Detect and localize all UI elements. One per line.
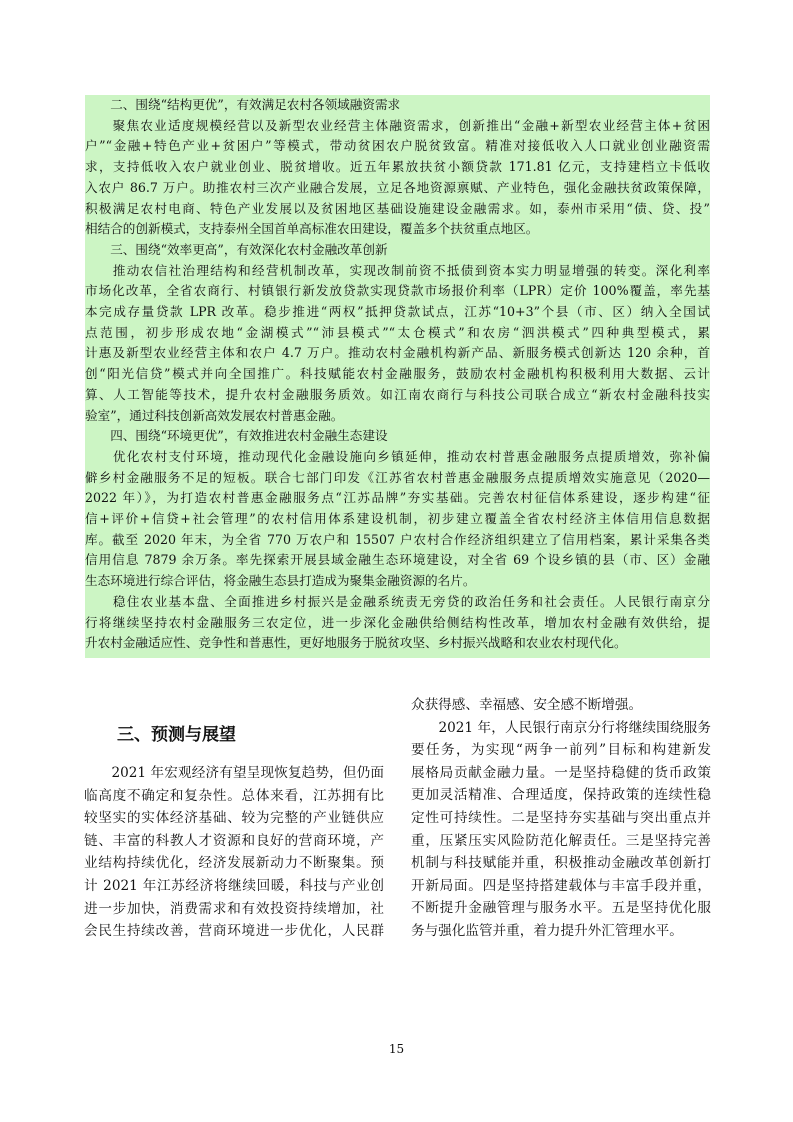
text-line: 库。截至 2020 年末，为全省 770 万农户和 15507 户农村合作经济组织建立了信用档案，累计采集各类: [85, 531, 710, 547]
text-line: 链、丰富的科教人才资源和良好的营商环境，产: [84, 832, 384, 849]
text-line: 务与强化监管并重，着力提升外汇管理水平。: [411, 923, 683, 939]
text-line: 二、围绕“结构更优”，有效满足农村各领域融资需求: [85, 97, 401, 112]
text-line: 2021 年宏观经济有望呈现恢复趋势，但仍面: [84, 765, 384, 781]
text-line: 行将继续坚持农村金融服务三农定位，进一步深化金融供给侧结构性改革，增加农村金融有效供给，提: [85, 614, 710, 630]
text-line: 定性可持续性。二是坚持夯实基础与突出重点并: [411, 810, 711, 826]
text-line: 计 2021 年江苏经济将继续回暖，科技与产业创: [84, 878, 384, 894]
text-line: 积极满足农村电商、特色产业发展以及贫困地区基础设施建设金融需求。如，泰州市采用“债、贷、投”: [85, 200, 710, 216]
text-line: 推动农信社治理结构和经营机制改革，实现改制前资不抵债到资本实力明显增强的转变。深化利率: [85, 262, 710, 278]
text-line: 僻乡村金融服务不足的短板。联合七部门印发《江苏省农村普惠金融服务点提质增效实施意见（2020—: [85, 469, 710, 485]
text-line: 展格局贡献金融力量。一是坚持稳健的货币政策: [411, 764, 711, 781]
text-line: 稳住农业基本盘、全面推进乡村振兴是金融系统责无旁贷的政治任务和社会责任。人民银行南京分: [85, 593, 710, 609]
text-line: 四、围绕“环境更优”，有效推进农村金融生态建设: [85, 428, 388, 444]
text-line: 信+评价+信贷+社会管理”的农村信用体系建设机制，初步建立覆盖全省农村经济主体信用信息数据: [85, 511, 710, 526]
text-line: 相结合的创新模式，支持泰州全国首单高标准农田建设，覆盖多个扶贫重点地区。: [85, 221, 539, 237]
text-line: 优化农村支付环境，推动现代化金融设施向乡镇延伸，推动农村普惠金融服务点提质增效，弥补偏: [85, 448, 710, 464]
text-line: 求，支持低收入农户就业创业、脱贫增收。近五年累放扶贫小额贷款 171.81 亿元，支持建档立卡低收: [85, 159, 710, 175]
text-line: 计惠及新型农业经营主体和农户 4.7 万户。推动农村金融机构新产品、新服务模式创新达 120 余种，首: [85, 345, 710, 361]
page-number: 15: [388, 1042, 405, 1056]
text-line: 入农户 86.7 万户。助推农村三次产业融合发展，立足各地资源禀赋、产业特色，强化金融扶贫政策保障，: [85, 179, 710, 195]
text-line: 众获得感、幸福感、安全感不断增强。: [411, 697, 643, 713]
text-line: 临高度不确定和复杂性。总体来看，江苏拥有比: [84, 787, 384, 804]
text-line: 本完成存量贷款 LPR 改革。稳步推进“两权”抵押贷款试点，江苏“10+3”个县（市、区）纳入全国试: [85, 304, 710, 319]
text-line: 更加灵活精准、合理适度，保持政策的连续性稳: [411, 787, 711, 804]
text-line: 重，压紧压实风险防范化解责任。三是坚持完善: [411, 832, 711, 849]
text-line: 聚焦农业适度规模经营以及新型农业经营主体融资需求，创新推出“金融+新型农业经营主体+贫困: [85, 117, 710, 133]
text-line: 三、围绕“效率更高”，有效深化农村金融改革创新: [85, 241, 388, 257]
text-line: 2022 年）》，为打造农村普惠金融服务点“江苏品牌”夯实基础。完善农村征信体系建设，逐步构建“征: [85, 490, 710, 506]
section-title: 三、预测与展望: [117, 725, 236, 745]
text-line: 算、人工智能等技术，提升农村金融服务质效。如江南农商行与科技公司联合成立“新农村金融科技实: [85, 386, 710, 402]
text-line: 开新局面。四是坚持搭建载体与丰富手段并重，: [411, 877, 711, 894]
text-line: 业结构持续优化，经济发展新动力不断聚集。预: [84, 855, 384, 872]
text-line: 创“阳光信贷”模式并向全国推广。科技赋能农村金融服务，鼓励农村金融机构积极利用大数据、云计: [85, 366, 710, 382]
text-line: 进一步加快，消费需求和有效投资持续增加，社: [84, 900, 384, 917]
text-line: 信用信息 7879 余万条。率先探索开展县域金融生态环境建设，对全省 69 个设乡镇的县（市、区）金融: [85, 552, 710, 568]
text-line: 市场化改革，全省农商行、村镇银行新发放贷款实现贷款市场报价利率（LPR）定价 100%覆盖，率先基: [85, 283, 710, 299]
text-line: 2021 年，人民银行南京分行将继续围绕服务: [411, 719, 711, 736]
text-line: 较坚实的实体经济基础、较为完整的产业链供应: [84, 810, 384, 827]
text-line: 升农村金融适应性、竞争性和普惠性，更好地服务于脱贫攻坚、乡村振兴战略和农业农村现代化。: [85, 635, 627, 651]
text-line: 验室”，通过科技创新高效发展农村普惠金融。: [85, 407, 344, 423]
highlighted-text-block: [85, 95, 710, 658]
text-line: 不断提升金融管理与服务水平。五是坚持优化服: [411, 900, 711, 917]
text-line: 会民生持续改善，营商环境进一步优化，人民群: [84, 923, 384, 940]
text-line: 点范围，初步形成农地“金湖模式”“沛县模式”“太仓模式”和农房“泗洪模式”四种典型模式，累: [85, 324, 710, 340]
text-line: 要任务，为实现“两争一前列”目标和构建新发: [411, 742, 711, 759]
text-line: 生态环境进行综合评估，将金融生态县打造成为聚集金融资源的名片。: [85, 573, 476, 589]
text-line: 户”“金融+特色产业+贫困户”等模式，带动贫困农户脱贫致富。精准对接低收入人口就业创业融资需: [85, 138, 710, 154]
text-line: 机制与科技赋能并重，积极推动金融改革创新打: [411, 855, 711, 872]
